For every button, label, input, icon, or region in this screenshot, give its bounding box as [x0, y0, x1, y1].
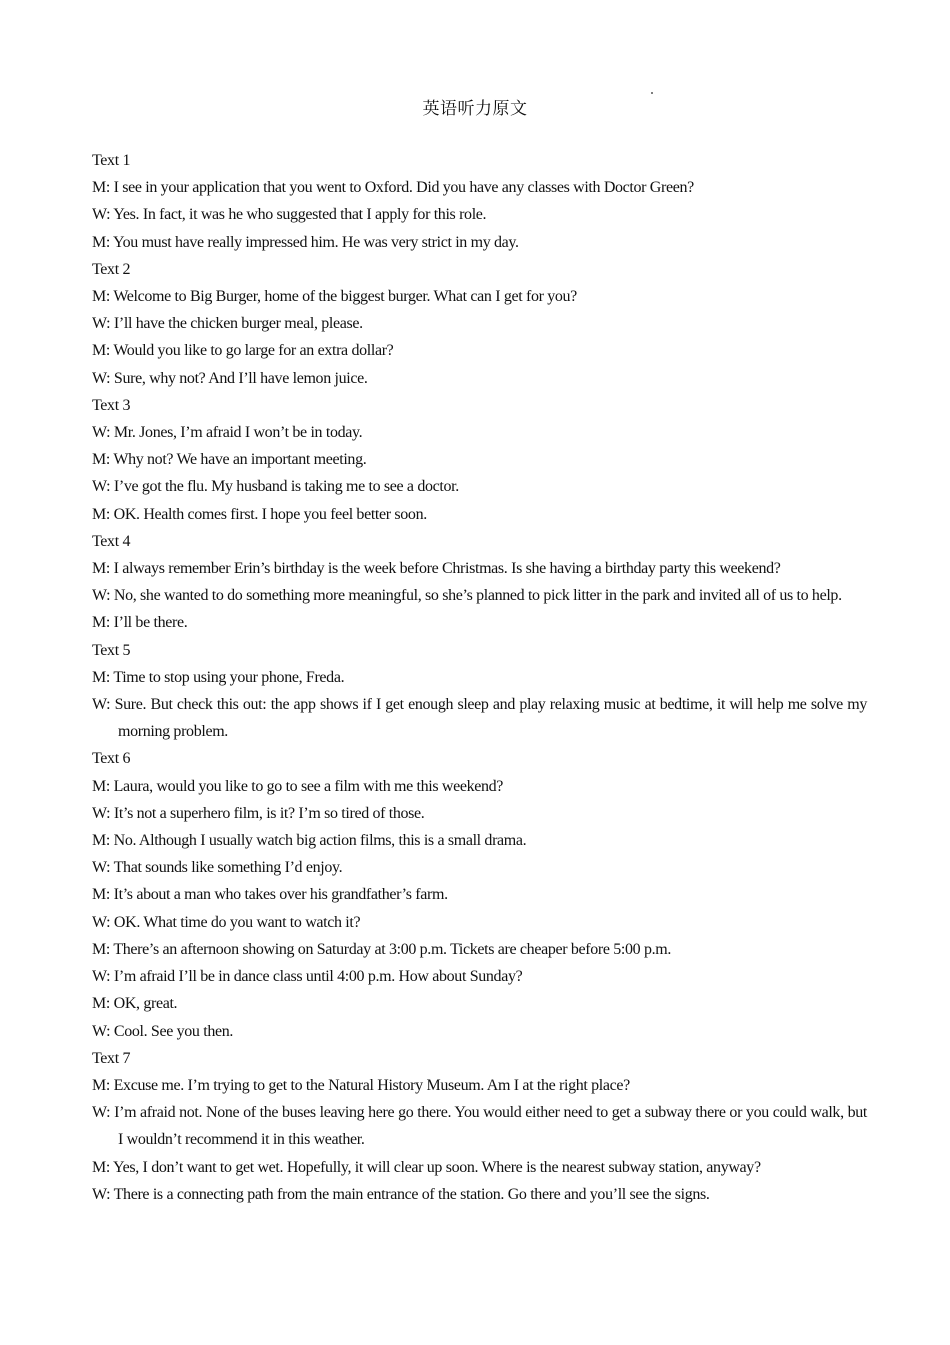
dialogue-line: W: Yes. In fact, it was he who suggested that I apply for this role. — [92, 206, 487, 224]
dialogue-line: W: I’ll have the chicken burger meal, please. — [92, 315, 363, 333]
dialogue-line: W: Sure, why not? And I’ll have lemon juice. — [92, 369, 368, 387]
section-heading: Text 4 — [92, 532, 131, 550]
dialogue-line: W: I’m afraid not. None of the buses leaving here go there. You would either need to get a subway there or you could walk, but I wouldn’t recommend it in this weather. — [92, 1104, 867, 1149]
section-heading: Text 5 — [92, 641, 131, 659]
dialogue-line: W: Mr. Jones, I’m afraid I won’t be in today. — [92, 424, 363, 442]
dialogue-line: M: I see in your application that you went to Oxford. Did you have any classes with Doctor Green? — [92, 179, 694, 197]
section-heading: Text 1 — [92, 152, 131, 169]
dialogue-line: M: Why not? We have an important meeting. — [92, 451, 367, 469]
scan-speck — [651, 92, 653, 94]
dialogue-line: M: Would you like to go large for an extra dollar? — [92, 342, 394, 360]
dialogue-line: M: Yes, I don’t want to get wet. Hopefully, it will clear up soon. Where is the nearest subway station, anyway? — [92, 1158, 761, 1176]
dialogue-line: W: That sounds like something I’d enjoy. — [92, 859, 343, 877]
dialogue-line: M: I always remember Erin’s birthday is the week before Christmas. Is she having a birthday party this weekend? — [92, 560, 781, 578]
dialogue-line: M: OK. Health comes first. I hope you feel better soon. — [92, 505, 427, 523]
section-heading: Text 7 — [92, 1049, 131, 1067]
dialogue-line: M: OK, great. — [92, 995, 178, 1013]
section-heading: Text 6 — [92, 750, 131, 768]
section-heading: Text 3 — [92, 396, 131, 414]
dialogue-line: W: I’ve got the flu. My husband is taking me to see a doctor. — [92, 478, 459, 496]
dialogue-line: M: No. Although I usually watch big action films, this is a small drama. — [92, 832, 527, 850]
dialogue-line: M: Welcome to Big Burger, home of the biggest burger. What can I get for you? — [92, 288, 577, 306]
dialogue-line: W: Cool. See you then. — [92, 1022, 234, 1040]
dialogue-line: M: There’s an afternoon showing on Saturday at 3:00 p.m. Tickets are cheaper before 5:00 p.m. — [92, 940, 672, 958]
dialogue-line: W: There is a connecting path from the main entrance of the station. Go there and you’ll see the signs. — [92, 1185, 710, 1203]
dialogue-line: W: OK. What time do you want to watch it? — [92, 913, 361, 931]
dialogue-line: M: Time to stop using your phone, Freda. — [92, 668, 345, 686]
section-heading: Text 2 — [92, 260, 131, 278]
dialogue-line: M: I’ll be there. — [92, 614, 188, 632]
dialogue-line: M: You must have really impressed him. He was very strict in my day. — [92, 233, 519, 251]
dialogue-line: W: Sure. But check this out: the app shows if I get enough sleep and play relaxing music at bedtime, it will help me solve my morning problem. — [92, 696, 867, 741]
dialogue-line: W: No, she wanted to do something more meaningful, so she’s planned to pick litter in the park and invited all of us to help. — [92, 587, 842, 605]
dialogue-line: W: I’m afraid I’ll be in dance class until 4:00 p.m. How about Sunday? — [92, 968, 523, 986]
dialogue-line: M: Excuse me. I’m trying to get to the Natural History Museum. Am I at the right place? — [92, 1076, 630, 1094]
page-title: 英语听力原文 — [422, 99, 528, 118]
dialogue-line: M: It’s about a man who takes over his grandfather’s farm. — [92, 886, 448, 904]
transcript-body — [92, 147, 867, 1208]
dialogue-line: W: It’s not a superhero film, is it? I’m so tired of those. — [92, 804, 425, 822]
dialogue-line: M: Laura, would you like to go to see a film with me this weekend? — [92, 777, 504, 795]
